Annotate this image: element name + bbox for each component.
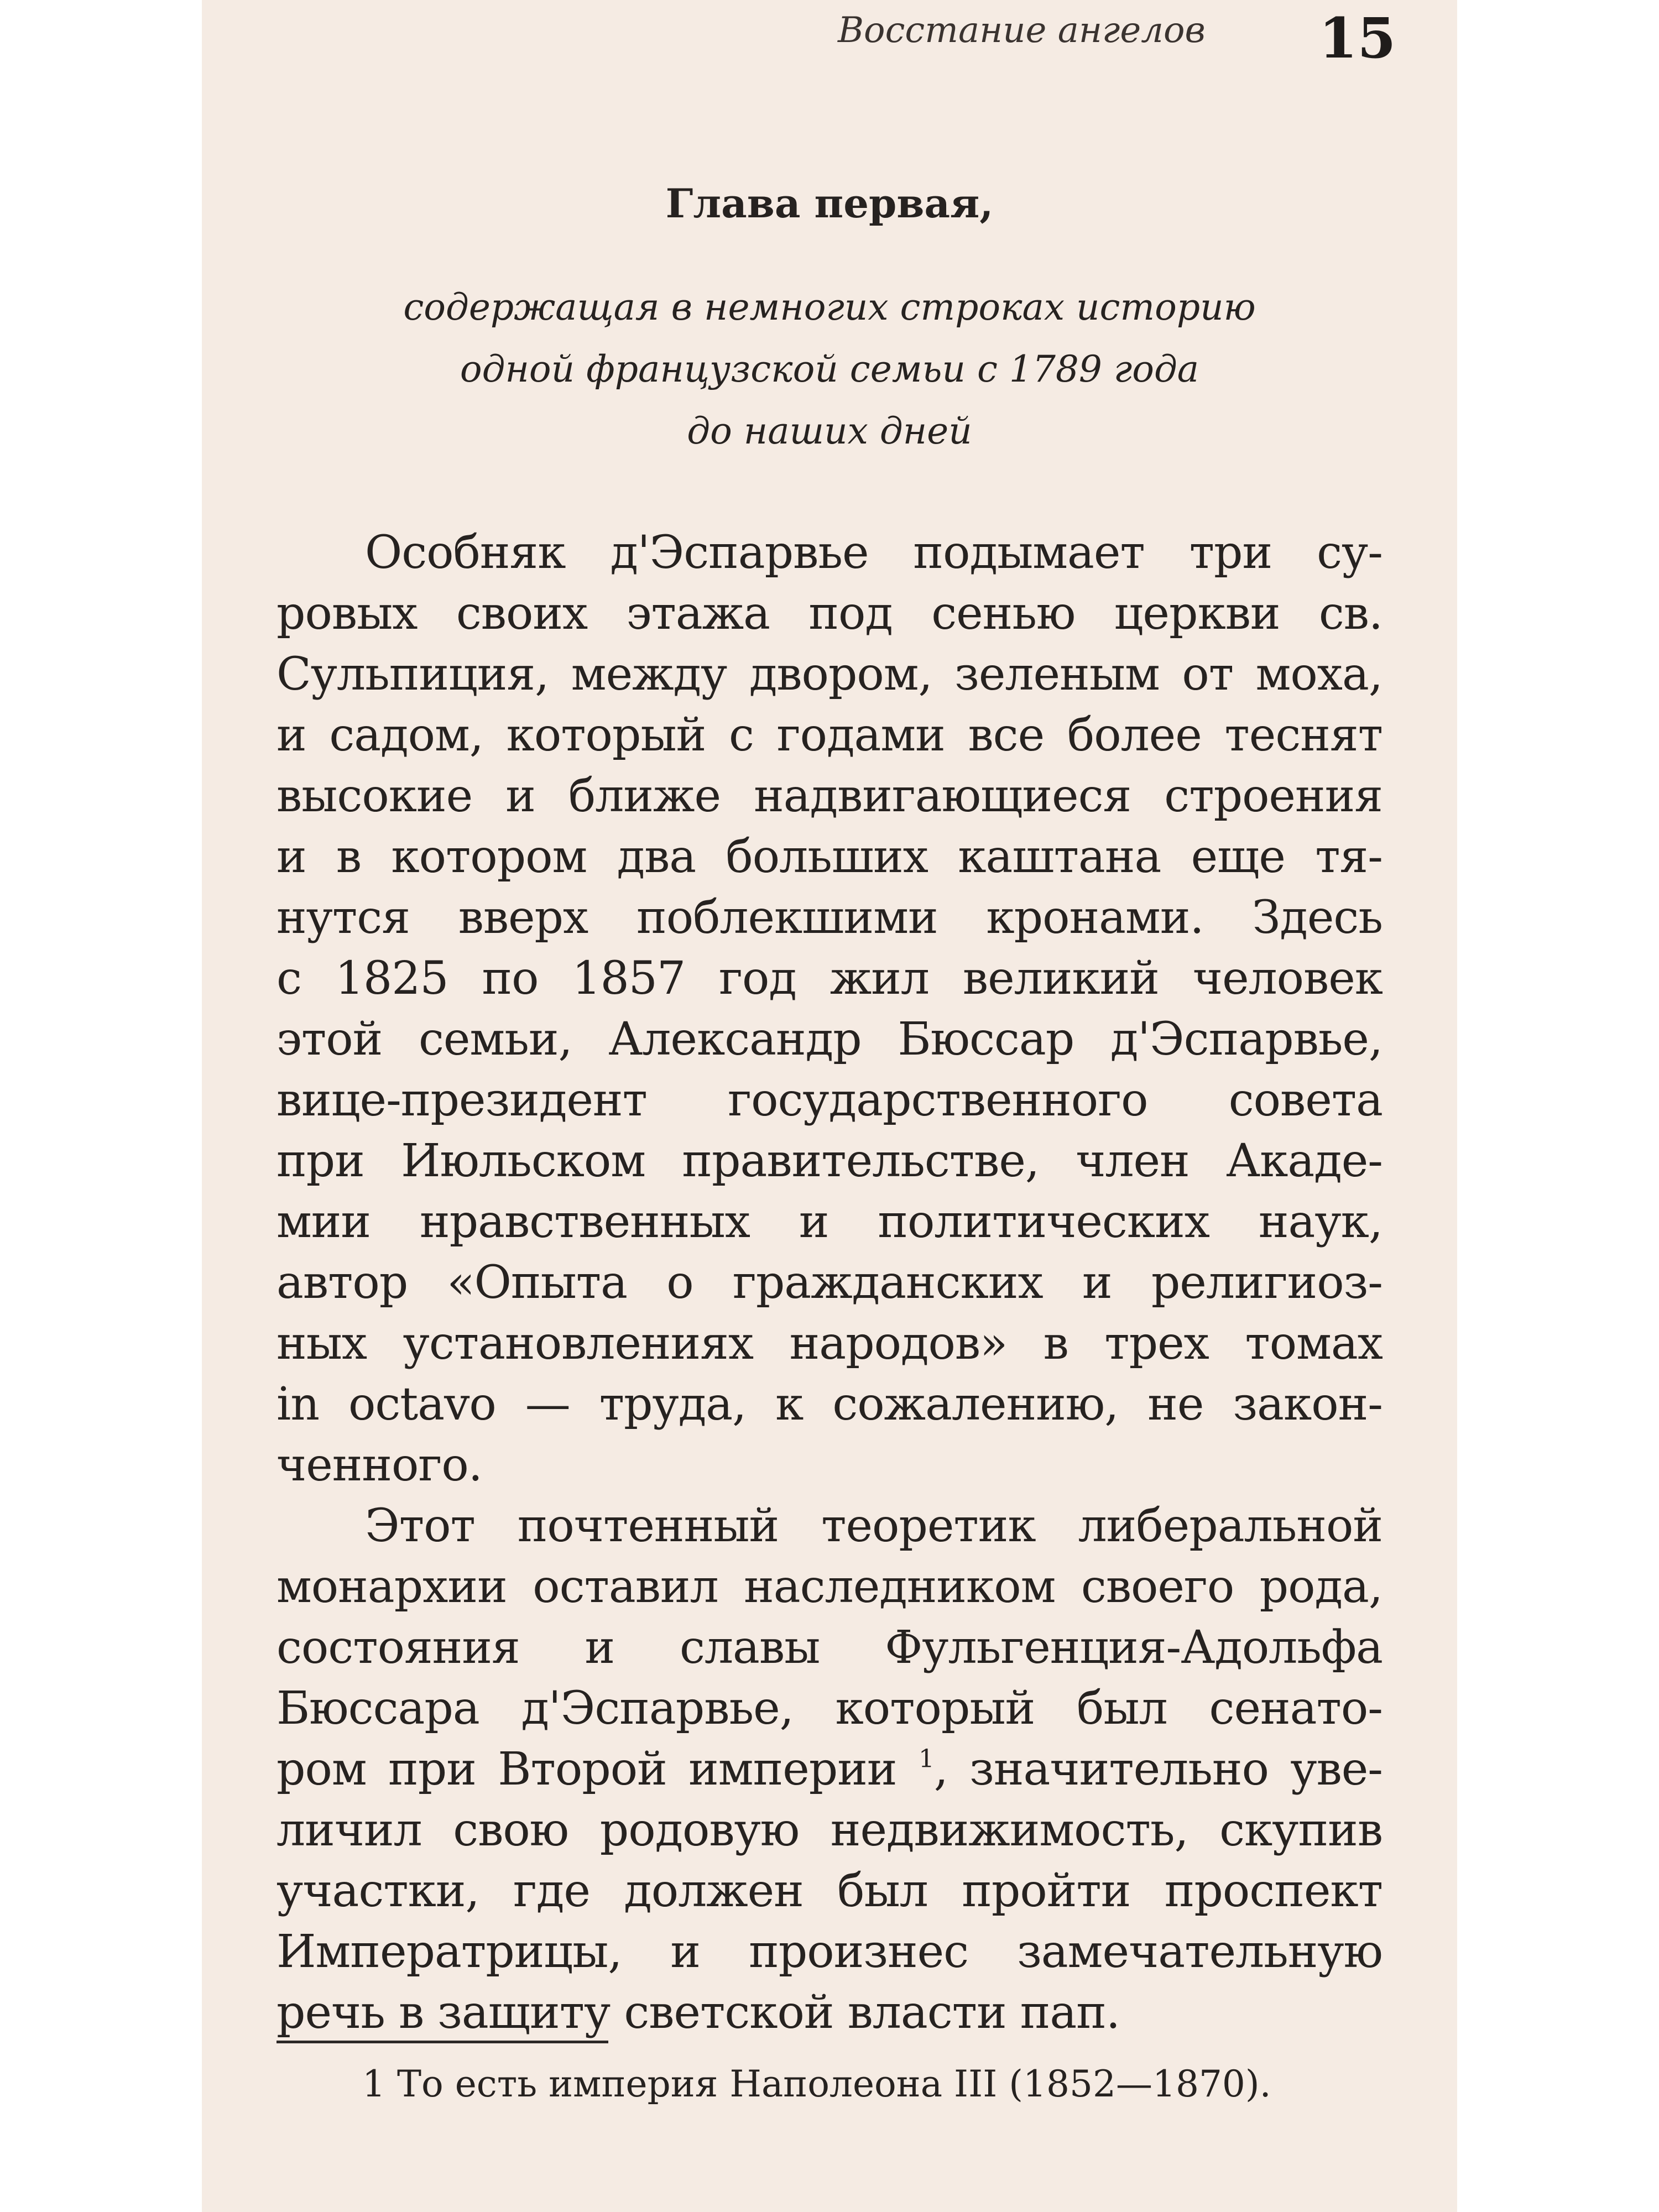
text-line: Особняк д'Эспарвье подымает три су-	[365, 526, 1383, 579]
text-line: in octavo — труда, к сожалению, не закон-	[276, 1378, 1383, 1431]
text-line: Императрицы, и произнес замечательную	[276, 1926, 1383, 1978]
paragraph	[276, 523, 1383, 1496]
chapter-subtitle-line: одной французской семьи с 1789 года	[460, 348, 1199, 390]
page-number: 15	[1319, 6, 1396, 71]
text-line: высокие и ближе надвигающиеся строения	[276, 770, 1383, 822]
text-line: ных установлениях народов» в трех томах	[276, 1317, 1383, 1370]
text-line: нутся вверх поблекшими кронами. Здесь	[276, 891, 1383, 944]
text-line	[276, 1739, 1383, 1800]
footnote-divider	[276, 2041, 608, 2043]
chapter-subtitle	[202, 276, 1457, 462]
text-line: при Июльском правительстве, член Акаде-	[276, 1135, 1383, 1187]
text-line: участки, где должен был пройти проспект	[276, 1865, 1383, 1917]
footnote: 1 То есть империя Наполеона III (1852—1870).	[362, 2063, 1271, 2105]
text-line: и садом, который с годами все более теснят	[276, 709, 1383, 761]
text-line: вице-президент государственного совета	[276, 1074, 1383, 1126]
footnote-reference[interactable]: 1	[918, 1744, 934, 1773]
text-line: монархии оставил наследником своего рода,	[276, 1561, 1383, 1613]
text-line: Бюссара д'Эспарвье, который был сенато-	[276, 1682, 1383, 1735]
body-text	[276, 523, 1383, 2043]
text-line: состояния и славы Фульгенция-Адольфа	[276, 1621, 1383, 1674]
chapter-subtitle-line: до наших дней	[687, 410, 972, 452]
text-line: этой семьи, Александр Бюссар д'Эспарвье,	[276, 1013, 1383, 1066]
text-line: Сульпиция, между двором, зеленым от моха,	[276, 648, 1383, 701]
running-title: Восстание ангелов	[838, 10, 1206, 51]
chapter-subtitle-line: содержащая в немногих строках историю	[403, 286, 1256, 328]
text-line: мии нравственных и политических наук,	[276, 1196, 1383, 1248]
text-fragment: ром при Второй империи	[276, 1743, 897, 1796]
text-line: ченного.	[276, 1439, 482, 1491]
paragraph	[276, 1496, 1383, 2043]
text-line: и в котором два больших каштана еще тя-	[276, 831, 1383, 883]
chapter-title: Глава первая,	[665, 180, 994, 227]
text-line: с 1825 по 1857 год жил великий человек	[276, 952, 1383, 1005]
text-line: ровых своих этажа под сенью церкви св.	[276, 587, 1383, 640]
text-fragment: , значительно уве-	[933, 1743, 1383, 1796]
text-line: речь в защиту светской власти пап.	[276, 1986, 1120, 2039]
text-line: Этот почтенный теоретик либеральной	[365, 1500, 1383, 1552]
book-page	[202, 0, 1457, 2212]
text-line: автор «Опыта о гражданских и религиоз-	[276, 1256, 1383, 1309]
text-line: личил свою родовую недвижимость, скупив	[276, 1804, 1383, 1856]
